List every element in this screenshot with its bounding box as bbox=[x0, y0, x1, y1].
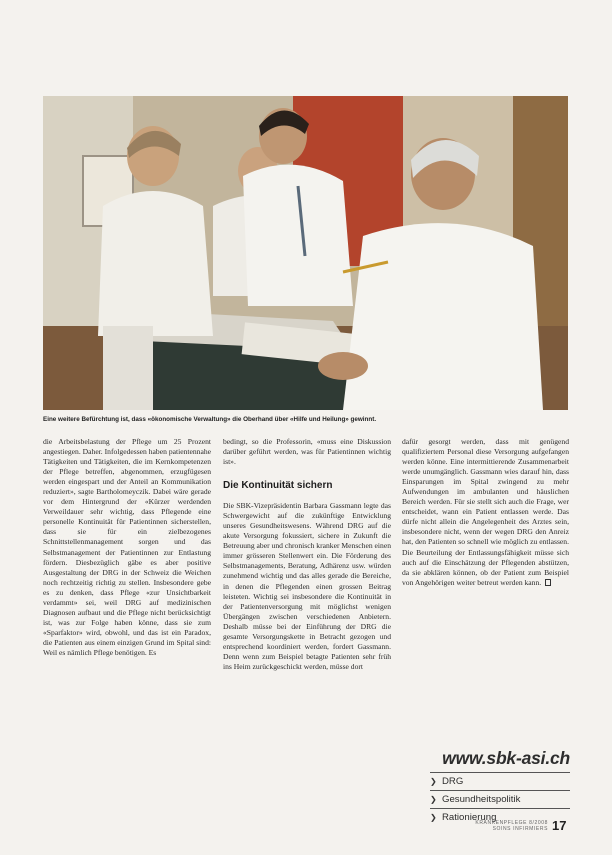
photo-caption: Eine weitere Befürchtung ist, dass «ökonomische Verwaltung» die Oberhand über «Hilfe und Heilung» gewinnt. bbox=[43, 416, 377, 423]
page-number: 17 bbox=[552, 818, 567, 833]
magazine-footer bbox=[458, 820, 548, 832]
photo-illustration bbox=[43, 96, 568, 410]
related-link-label: DRG bbox=[442, 776, 464, 787]
related-link-gesundheitspolitik[interactable] bbox=[430, 790, 570, 808]
related-link-label: Gesundheitspolitik bbox=[442, 794, 521, 805]
section-subheading: Die Kontinuität sichern bbox=[223, 480, 333, 492]
article-column-2 bbox=[223, 437, 391, 672]
related-links-list bbox=[430, 772, 570, 826]
column-1-paragraph: die Arbeitsbelastung der Pflege um 25 Prozent angestiegen. Daher. Infolgedessen haben patientennahe Tätigkeiten und Tätigkeiten, die im Kernkompetenzen der Pflege betreffen, abgenommen, erzugfügesen werden eingespart und der Anteil an Kommunikation reduziert», sagte Bartholomeyczik. Dabei wäre gerade vor dem Hintergrund der «Kürzer werdenden Verweildauer sehr wichtig, dass Pflegende eine personelle Kontinuität für Patientinnen sicherstellen, dass sie für ein zielbezogenes Schnittstellenmanagement sorgen und das Selbstmanagement der Patientinnen zur Entlastung fördern. Diesbezüglich gäbe es aber positive Ausgestaltung der DRG in der Schweiz die Weichen noch rechtzeitig richtig zu stellen. Insbesondere gebe es zu denken, dass Pflege «zur Unsichtbarkeit verdammt» sei, weil DRG auf medizinischen Diagnosen aufbaut und die Pflege nicht berücksichtigt ist, was zur Folge haben könne, dass sie zum «Sparfaktor» wird, obwohl, und das ist ein Paradox, die Patienten aus einem einzigen Grund im Spital sind: Weil es nämlich Pflege benötigen. Es bbox=[43, 437, 211, 657]
article-column-1 bbox=[43, 437, 211, 658]
column-2-paragraph: bedingt, so die Professorin, «muss eine Diskussion darüber geführt werden, was für Patientinnen wichtig ist». bbox=[223, 437, 391, 467]
column-2-paragraph-2: Die SBK-Vizepräsidentin Barbara Gassmann legte das Schwergewicht auf die zukünftige Entwicklung unseres Gesundheitswesens. Während DRG auf die akute Versorgung fokussiert, sichere in Zukunft die Betreuung aber und chronisch kranker Menschen einen immer grösseren Stellenwert ein. Die Förderung des Selbstmanagements, Beratung, Adhärenz usw. würden zunehmend wichtig und das alles gerade die Bereiche, in denen die Pflegenden einen grossen Beitrag leisteten. Wichtig sei insbesondere die Kontinuität in der Patientenversorgung mit möglichst wenigen Übergängen zwischen verschiedenen Anbietern. Deshalb müsse bei der Einführung der DRG die gesamte Versorgungskette in Betracht gezogen und entsprechend koordiniert werden, fordert Gassmann. Denn wenn zum Beispiel betagte Patienten sehr früh ins Heim zurückgeschickt werden, müsse dort bbox=[223, 501, 391, 671]
arrow-right-icon: ❯ bbox=[430, 777, 437, 786]
column-3-paragraph bbox=[402, 437, 569, 588]
arrow-right-icon: ❯ bbox=[430, 795, 437, 804]
related-link-label: Rationierung bbox=[442, 812, 497, 823]
end-of-article-icon bbox=[545, 579, 551, 586]
magazine-name: KRANKENPFLEGE 8/2008 bbox=[475, 820, 548, 826]
website-link[interactable]: www.sbk-asi.ch bbox=[442, 748, 570, 768]
related-link-drg[interactable] bbox=[430, 772, 570, 790]
article-column-3 bbox=[402, 437, 569, 588]
article-photo bbox=[43, 96, 568, 410]
arrow-right-icon: ❯ bbox=[430, 813, 437, 822]
column-3-text: dafür gesorgt werden, dass mit genügend qualifiziertem Personal diese Versorgung aufgefangen werden könne. Eine intermittierende Zusammenarbeit werde unumgänglich. Gassmann wies darauf hin, dass Einsparungen im Spital zwingend zu mehr Aufwendungen im ambulanten und häuslichen Bereich werden. Für sie stellt sich auch die Frage, wer entscheidet, wann ein Patient entlassen werde. Das dürfe nicht allein die Angelegenheit des Arztes sein, insbesondere nicht, wenn der wegen DRG den Anreiz hat, den Patienten so schnell wie möglich zu entlassen. Die Beurteilung der Entlassungsfähigkeit müsse sich auch auf die Einschätzung der Pflegenden abstützen, da sie abklären können, ob der Patient zum Beispiel von Angehörigen weiter betreut werden kann. bbox=[402, 437, 569, 587]
magazine-subtitle: SOINS INFIRMIERS bbox=[492, 826, 548, 832]
